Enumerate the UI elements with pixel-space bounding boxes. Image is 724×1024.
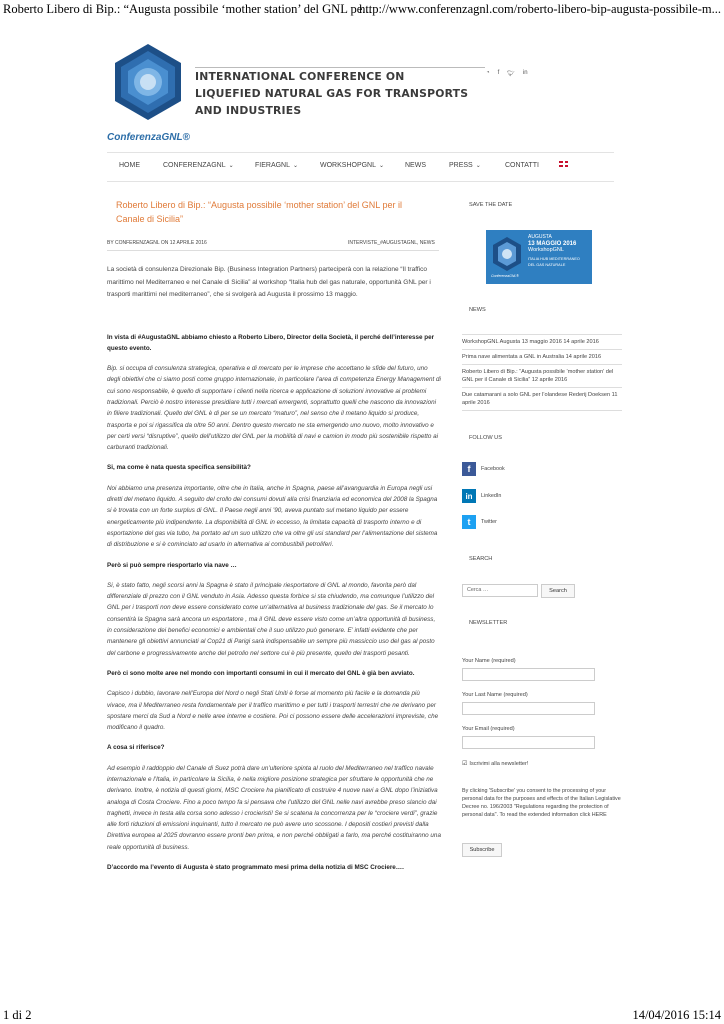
name-field-label: Your Name (required): [462, 658, 516, 664]
last-name-field-label: Your Last Name (required): [462, 692, 528, 698]
chevron-down-icon: ⌄: [475, 163, 481, 169]
subscribe-button[interactable]: Subscribe: [462, 843, 502, 857]
nav-item-label: CONFERENZAGNL: [163, 162, 226, 169]
save-the-date-text: [528, 234, 580, 269]
checkbox-label: Iscrivimi alla newsletter!: [469, 760, 529, 767]
article-intro: La società di consulenza Direzionale Bip. (Business Integration Partners) parteciperà con la relazione “Il traffico marittimo nel Mediterraneo e nel Canale di Sicilia” al workshop “Italia hub del gas naturale, opportunità GNL per i trasporti marittimi nel mediterraneo”, che si svolgerà ad Augusta il prossimo 13 maggio.: [107, 266, 431, 298]
follow-label: LinkedIn: [481, 493, 502, 499]
follow-label: Twitter: [481, 519, 497, 525]
search-input[interactable]: Cerca …: [462, 584, 538, 597]
interview-question: In vista di #AugustaGNL abbiamo chiesto a Roberto Libero, Director della Società, il perché dell’interesse per questo evento.: [107, 333, 435, 352]
save-the-date-heading: SAVE THE DATE: [469, 202, 513, 208]
conference-title: [195, 68, 485, 119]
save-date-date: 13 MAGGIO 2016: [528, 240, 577, 247]
nav-item-home[interactable]: [119, 162, 140, 169]
interview-question: Però ci sono molte aree nel mondo con importanti consumi in cui il mercato del GNL è già ben avviato.: [107, 669, 415, 677]
nav-item-conferenzagnl[interactable]: [163, 162, 234, 169]
article-body: [107, 264, 441, 882]
twitter-link[interactable]: [462, 515, 497, 529]
print-header: [3, 2, 721, 17]
nav-item-label: NEWS: [405, 162, 426, 169]
nav-item-label: CONTATTI: [505, 162, 539, 169]
uk-flag-icon[interactable]: [559, 161, 568, 168]
interview-question: D’accordo ma l’evento di Augusta è stato programmato mesi prima della notizia di MSC Crociere….: [107, 864, 404, 872]
newsletter-heading: NEWSLETTER: [469, 620, 508, 626]
nav-item-label: PRESS: [449, 162, 473, 169]
nav-item-fieragnl[interactable]: [255, 162, 298, 169]
nav-item-label: FIERAGNL: [255, 162, 291, 169]
article-title: Roberto Libero di Bip.: “Augusta possibile ‘mother station’ del GNL per il Canale di Sicilia”: [116, 200, 402, 224]
linkedin-icon[interactable]: in: [522, 70, 528, 76]
print-footer: [3, 1008, 721, 1023]
search-heading: SEARCH: [469, 556, 493, 562]
print-header-url: http://www.conferenzagnl.com/roberto-libero-bip-augusta-possibile-m...: [359, 2, 721, 16]
conference-title-line2: LIQUEFIED NATURAL GAS FOR TRANSPORTS AND INDUSTRIES: [195, 87, 469, 117]
email-field[interactable]: [462, 736, 595, 749]
nav-item-workshopgnl[interactable]: [320, 162, 384, 169]
news-heading: NEWS: [469, 307, 486, 313]
save-date-subtitle2: DEL GAS NATURALE: [528, 263, 566, 267]
save-date-city: AUGUSTA: [528, 234, 552, 240]
conference-title-line1: INTERNATIONAL CONFERENCE ON: [195, 70, 405, 83]
byline-divider: [107, 250, 439, 251]
facebook-link[interactable]: [462, 462, 505, 476]
top-social-icons: [486, 70, 528, 77]
email-field-label: Your Email (required): [462, 726, 515, 732]
main-nav: [107, 152, 614, 182]
linkedin-icon: in: [462, 489, 476, 503]
interview-question: A cosa si riferisce?: [107, 744, 165, 752]
news-link[interactable]: Due catamarani a solo GNL per l’olandese Rederij Doeksen 11 aprile 2016: [462, 388, 622, 411]
logo-text: ConferenzaGNL®: [107, 132, 190, 143]
print-header-title: Roberto Libero di Bip.: “Augusta possibile ‘mother station’ del GNL pe...: [3, 2, 372, 16]
news-link[interactable]: Prima nave alimentata a GNL in Australia 14 aprile 2016: [462, 350, 622, 365]
hexagon-logo-icon: [491, 236, 523, 272]
nav-item-label: HOME: [119, 162, 140, 169]
interview-answer: Si, è stato fatto, negli scorsi anni la Spagna è stato il principale riesportatore di GNL al mondo, favorita però dal differenziale di prezzo con il GNL venduto in Asia. Adesso questa forbice si sta chiudendo, ma comunque l’utilizzo del GNL per i trasporti non deve essere considerato come un’alternativa al business tradizionale del gas. Se il mercato lo consentirà la Spagna sarà ancora un esportatore , ma il GNL deve essere visto come un’altra opportunità di business, in considerazione dei benefici economici e ambientali che il suo utilizzo può generare. E’ infatti evidente che per mantenere gli obiettivi annunciati al Cop21 di Parigi sarà indispensabile un sempre più massiccio uso del gas al posto del carbone e progressivamente anche del petrolio nel settore cui è più presente, quello dei trasporti pesanti.: [107, 581, 436, 657]
news-list: [462, 334, 622, 411]
twitter-icon[interactable]: 🐦︎: [507, 71, 515, 77]
save-the-date-brand: ConferenzaGNL®: [491, 274, 519, 278]
save-date-event: WorkshopGNL: [528, 247, 564, 253]
nav-item-press[interactable]: [449, 162, 481, 169]
interview-answer: Ad esempio il raddoppio del Canale di Suez potrà dare un’ulteriore spinta al ruolo del Mediterraneo nel traffico navale internazionale e l’Italia, in particolare la Sicilia, è nella migliore posizione strategica per sfruttare le opportunità che ne derivano. Inoltre, è notizia di questi giorni, MSC Crociere ha pianificato di costruire 4 nuove navi a GNL dopo l’iniziativa analoga di Costa Crociere. Fino a poco tempo fa si pensava che l’utilizzo del GNL nelle navi avrebbe preso slancio dai traghetti, invece in testa alla corsa sono adesso i crocieristi! Se si scatena la concorrenza per le “crociere verdi”, grazie alle forti riduzioni di emissioni inquinanti, tutto il mercato ne può avere uno scossone. I depositi costieri previsti dalla Direttiva europea al 2025 dovranno essere pronti ben prima, e non perché obbligati a farlo, ma perché costituiranno una reale opportunità di business.: [107, 764, 441, 851]
consent-text: By clicking 'Subscribe' you consent to the processing of your personal data for the purposes and effects of the Italian Legislative Decree no. 196/2003 "Regulations regarding the protection of personal data". To read the extended information click HERE: [462, 788, 621, 818]
checkbox-checked-icon[interactable]: ☑: [462, 761, 468, 767]
nav-item-news[interactable]: [405, 162, 426, 169]
news-link[interactable]: Roberto Libero di Bip.: “Augusta possibile ‘mother station’ del GNL per il Canale di Sicilia” 12 aprile 2016: [462, 365, 622, 388]
article-tags[interactable]: INTERVISTE_#AUGUSTAGNL, NEWS: [348, 240, 435, 246]
interview-question: Si, ma come è nata questa specifica sensibilità?: [107, 464, 251, 472]
chevron-down-icon: ⌄: [379, 163, 385, 169]
interview-question: Però si può sempre riesportarlo via nave …: [107, 561, 237, 569]
name-field[interactable]: [462, 668, 595, 681]
newsletter-checkbox-row[interactable]: [462, 760, 528, 767]
save-date-subtitle1: ITALIA HUB MEDITERRANEO: [528, 256, 580, 261]
linkedin-link[interactable]: [462, 489, 501, 503]
news-link[interactable]: WorkshopGNL Augusta 13 maggio 2016 14 aprile 2016: [462, 334, 622, 350]
print-timestamp: 14/04/2016 15:14: [632, 1008, 721, 1022]
chevron-down-icon: ⌄: [228, 163, 234, 169]
twitter-icon: t: [462, 515, 476, 529]
interview-answer: Noi abbiamo una presenza importante, oltre che in Italia, anche in Spagna, paese all’avanguardia in Europa negli usi diretti del metano liquido. A seguito del crollo dei consumi dovuti alla crisi finanziaria ed economica del 2008 la Spagna si è trovata con un forte surplus di GNL. Il Paese negli anni ’90, aveva puntato sul metano liquido per essere energeticamente più indipendente. La disponibilità di GNL in eccesso, la limitata capacità di trasporto interno e di esportazione del gas via tubo, ha portato ad un suo utilizzo che va oltre gli usi standard per l’alimentazione del sistema di distribuzione e si è cominciato ad usarlo in alternativa ai combustibili petroliferi.: [107, 484, 438, 549]
interview-answer: Capisco i dubbio, lavorare nell’Europa del Nord o negli Stati Uniti è forse al momento più facile e la domanda più vivace, ma il Mediterraneo resta fondamentale per il traffico marittimo e per tutti i trasporti terrestri che ne derivano per spostare merci da Sud a Nord e nelle aree interne e costiere. Poi ci possono essere delle accelerazioni impreviste, che modificano il quadro.: [107, 690, 439, 732]
chevron-down-icon: ⌄: [293, 163, 299, 169]
last-name-field[interactable]: [462, 702, 595, 715]
follow-us-heading: FOLLOW US: [469, 435, 502, 441]
nav-item-contatti[interactable]: [505, 162, 539, 169]
page-count: 1 di 2: [3, 1008, 32, 1022]
article-byline: BY CONFERENZAGNL ON 12 APRILE 2016: [107, 240, 207, 246]
rss-icon[interactable]: ◔: [486, 70, 490, 76]
facebook-icon[interactable]: f: [497, 70, 500, 76]
follow-label: Facebook: [481, 466, 505, 472]
nav-item-label: WORKSHOPGNL: [320, 162, 377, 169]
search-button[interactable]: Search: [541, 584, 575, 598]
facebook-icon: f: [462, 462, 476, 476]
interview-answer: Bip. si occupa di consulenza strategica, operativa e di mercato per le imprese che accettano le sfide del futuro, uno degli obiettivi che ci siamo posti come gruppo internazionale, in particolare l’area di competenza Energy Management di cui sono responsabile, è quello di supportare i clienti nella ricerca e applicazione di soluzioni innovative ai problemi tradizionali. Perciò è nostro interesse presidiare tutti i mercati emergenti, soprattutto quelli che nascono da innovazioni in filiere tradizionali. Quello del GNL è di per se un mercato “maturo”, nel senso che il metano liquido si produce, trasporta e poi si rigassifica da oltre 50 anni. Dentro questo mercato ne sta emergendo uno nuovo, molto innovativo e per certi versi “disruptive”, quello dell’utilizzo del GNL per la mobilità di navi e camion in modo più sostenibile rispetto ai carburanti tradizionali.: [107, 365, 441, 452]
